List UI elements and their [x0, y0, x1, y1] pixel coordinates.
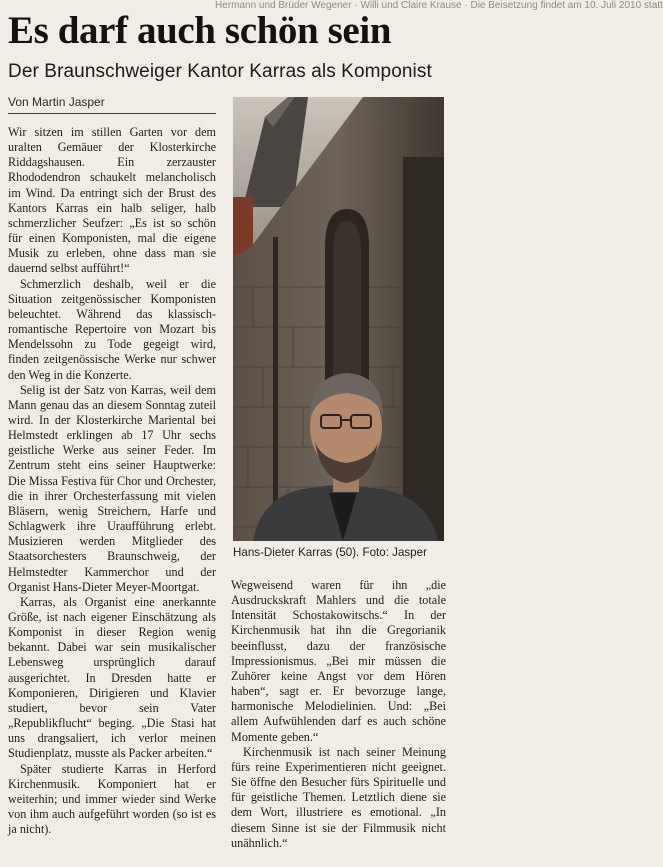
paragraph: Wegweisend waren für ihn „die Ausdruckskraft Mahlers und die totale Intensität Schostakowitschs.“ In der Kirchenmusik hat ihn die Gregorianik beeinflusst, dazu der französische Impressionismus. „Bei mir müssen die Zuhörer keine Angst vor dem Hören haben“, sagt er. Er bevorzuge lange, harmonische Melodielinien. Und: „Bei allem Aufwühlenden darf es auch schöne Momente geben.“	[231, 578, 446, 744]
portrait-photo	[233, 97, 444, 541]
byline: Von Martin Jasper	[8, 95, 216, 114]
subheadline: Der Braunschweiger Kantor Karras als Komponist	[8, 61, 432, 82]
paragraph: Schmerzlich deshalb, weil er die Situation zeitgenössischer Komponisten beleuchtet. Während das klassisch-romantische Repertoire von Mozart bis Mendelssohn zu Tode gegeigt wird, finden zeitgenössische Werke nur schwer den Weg in die Konzerte.	[8, 276, 216, 382]
paragraph: Kirchenmusik ist nach seiner Meinung fürs reine Experimentieren nicht geeignet. Sie öffne den Besucher fürs Spirituelle und für geistliche Themen. Letztlich diene sie dem Wort, illustriere es emotional. „In diesem Sinne ist sie der Filmmusik nicht unähnlich.“	[231, 744, 446, 850]
article-column-right	[231, 578, 446, 863]
paragraph: Selig ist der Satz von Karras, weil dem Mann genau das an diesem Sonntag zuteil wird. In der Klosterkirche Mariental bei Helmstedt erklingen ab 17 Uhr sechs geistliche Werke aus seiner Feder. Im Zentrum steht eins seiner Hauptwerke: Die Missa Festiva für Chor und Orchester, die in ihrer Orchesterfassung mit vielen Bläsern, wenig Streichern, Harfe und Schlagwerk ihre Uraufführung erlebt. Musizieren werden Mitglieder des Staatsorchesters Braunschweig, der Helmstedter Kammerchor und der Organist Hans-Dieter Meyer-Moortgat.	[8, 382, 216, 594]
bleed-through-text: Hermann und Brüder Wegener · Willi und Claire Krause · Die Beisetzung findet am 10. Juli 2010 statt	[215, 0, 663, 11]
headline: Es darf auch schön sein	[8, 9, 392, 52]
photo-caption: Hans-Dieter Karras (50). Foto: Jasper	[233, 546, 427, 559]
church-portrait-illustration	[233, 97, 444, 541]
paragraph: Karras, als Organist eine anerkannte Größe, ist nach eigener Einschätzung als Komponist in dieser Region wenig bekannt. Dabei war sein musikalischer Lebensweg ursprünglich darauf ausgerichtet. In Dresden hatte er Komponieren, Dirigieren und Klavier studiert, bevor sein Vater „Republikflucht“ beging. „Die Stasi hat uns drangsaliert, ich verlor meinen Studienplatz, musste als Packer arbeiten.“	[8, 594, 216, 761]
article-column-left	[8, 125, 216, 863]
byline-block	[8, 95, 216, 114]
paragraph: Wir sitzen im stillen Garten vor dem uralten Gemäuer der Klosterkirche Riddagshausen. Ein zerzauster Rhododendron schaukelt melancholisch im Wind. Da entringt sich der Brust des Kantors Karras ein halb seliger, halb schmerzlicher Seufzer: „Es ist so schön für einen Komponisten, mal die eigene Musik zu erleben, ohne dass man sie dauernd selbst aufführt!“	[8, 125, 216, 276]
paragraph: Später studierte Karras in Herford Kirchenmusik. Komponiert hat er weiterhin; und immer wieder sind Werke von ihm auch aufgeführt worden (so ist es ja nicht).	[8, 761, 216, 837]
